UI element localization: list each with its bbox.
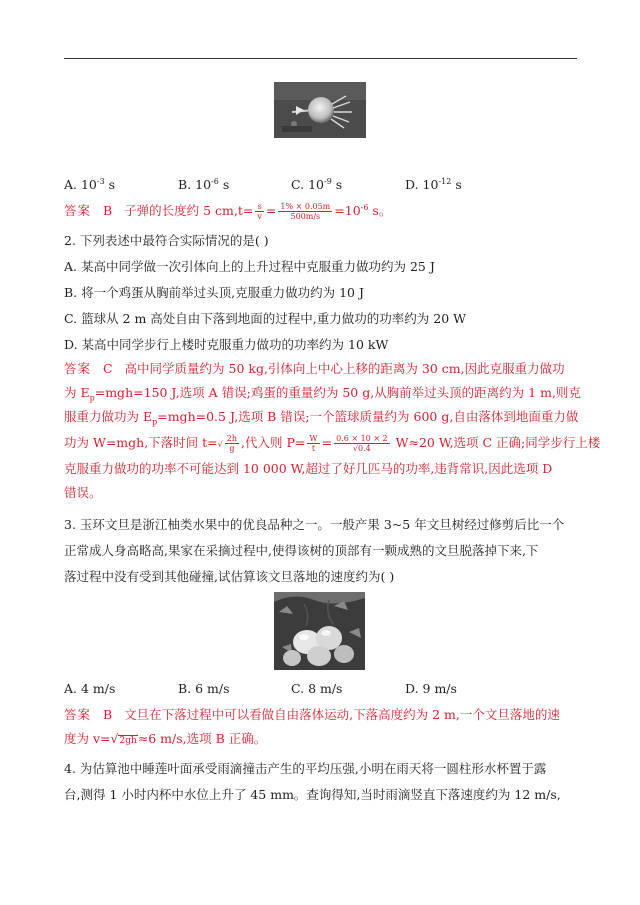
q1-answer: 答案 B 子弹的长度约 5 cm,t= $\frac{s}{v}$ = $\frac{1\% \times 0.05m}{500m/s}$ $=10^{-6}$ s。 (64, 202, 392, 221)
q3-option-a: A. 4 m/s (64, 681, 116, 696)
q3-answer-line-1: 答案 B 文旦在下落过程中可以看做自由落体运动,下落高度约为 2 m,一个文旦落地的速 (64, 707, 560, 722)
q3-option-c: C. 8 m/s (291, 681, 343, 696)
q2-answer-line-6: 错误。 (64, 485, 102, 500)
q2-answer-line-5: 克服重力做功的功率不可能达到 10 000 W,超过了好几匹马的功率,违背常识,因此选项 D (64, 461, 553, 476)
q3-stem-line-2: 正常成人身高略高,果家在采摘过程中,使得该树的顶部有一颗成熟的文旦脱落掉下来,下 (64, 543, 539, 558)
q2-answer-line-3: 服重力做功为 $E_p=mgh=0.5$ J,选项 B 错误;一个篮球质量约为 600 g,自由落体到地面重力做 (64, 409, 579, 427)
q2-option-c: C. 篮球从 2 m 高处自由下落到地面的过程中,重力做功的功率约为 20 W (64, 311, 466, 326)
q3-option-d: D. 9 m/s (405, 681, 457, 696)
q2-stem: 2. 下列表述中最符合实际情况的是( ) (64, 233, 269, 248)
bullet-apple-photo (274, 82, 366, 138)
q3-option-b: B. 6 m/s (178, 681, 230, 696)
q3-stem-line-1: 3. 玉环文旦是浙江柚类水果中的优良品种之一。一般产果 3~5 年文旦树经过修剪后比一个 (64, 517, 565, 532)
q3-answer-line-2: 度为 v=√2gh≈6 m/s,选项 B 正确。 (64, 731, 267, 746)
q2-option-b: B. 将一个鸡蛋从胸前举过头顶,克服重力做功约为 10 J (64, 285, 364, 300)
q2-answer-line-2: 为 $E_p=mgh=150$ J,选项 A 错误;鸡蛋的重量约为 50 g,从胸前举过头顶的距离约为 1 m,则克 (64, 385, 581, 403)
q2-option-a: A. 某高中同学做一次引体向上的上升过程中克服重力做功约为 25 J (64, 259, 435, 274)
q2-option-d: D. 某高中同学步行上楼时克服重力做功的功率约为 10 kW (64, 337, 389, 352)
q1-option-c: C. $10^{-9}$ s (291, 176, 343, 192)
q4-stem-line-2: 台,测得 1 小时内杯中水位上升了 45 mm。查询得知,当时雨滴竖直下落速度约为 12 m/s, (64, 787, 561, 802)
header-rule (64, 58, 577, 59)
q4-stem-line-1: 4. 为估算池中睡莲叶面承受雨滴撞击产生的平均压强,小明在雨天将一圆柱形水杯置于露 (64, 761, 547, 776)
q1-option-a: A. $10^{-3}$ s (64, 176, 116, 192)
q1-option-d: D. $10^{-12}$ s (405, 176, 462, 192)
q2-answer-line-1: 答案 C 高中同学质量约为 50 kg,引体向上中心上移的距离为 30 cm,因此克服重力做功 (64, 361, 565, 376)
pomelo-tree-photo (274, 592, 365, 670)
q3-stem-line-3: 落过程中没有受到其他碰撞,试估算该文旦落地的速度约为( ) (64, 569, 395, 584)
q1-option-b: B. $10^{-6}$ s (178, 176, 230, 192)
q2-answer-line-4: 功为 W=mgh,下落时间 t=√ $\frac{2h}{g}$ ,代入则 P= $\frac{W}{t}$ = $\frac{0.6 \times 10 \times 2}{√0.4}$ W≈20 W,选项 C 正确;同学步行上楼 (64, 434, 601, 453)
